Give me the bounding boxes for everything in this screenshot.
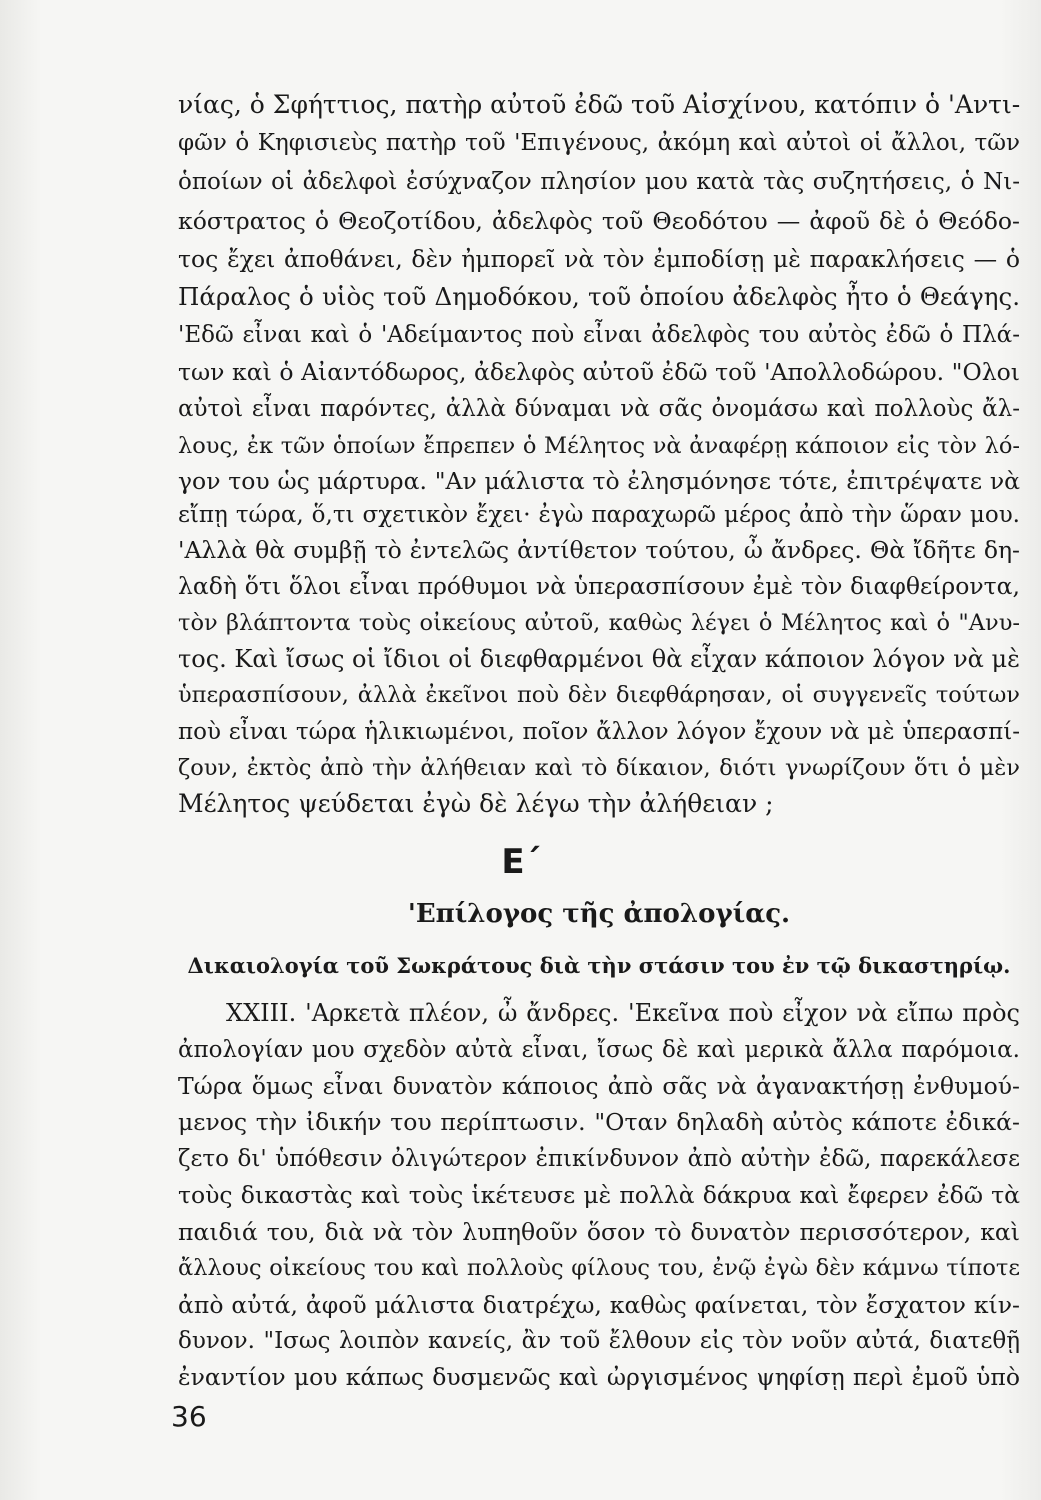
text-line: τος ἔχει ἀποθάνει, δὲν ἠμπορεῖ νὰ τὸν ἐμποδίσῃ μὲ παρακλήσεις — ὁ: [178, 245, 1020, 273]
text-line: XXIII. 'Αρκετὰ πλέον, ὦ ἄνδρες. 'Εκεῖνα ποὺ εἶχον νὰ εἴπω πρὸς: [226, 999, 1020, 1027]
text-line: τος. Καὶ ἴσως οἱ ἴδιοι οἱ διεφθαρμένοι θὰ εἶχαν κάποιον λόγον νὰ μὲ: [178, 645, 1020, 673]
page-number: 36: [171, 1400, 207, 1433]
section-heading: 'Επίλογος τῆς ἀπολογίας.: [407, 899, 791, 929]
text-line: ἐναντίον μου κάπως δυσμενῶς καὶ ὠργισμένος ψηφίσῃ περὶ ἐμοῦ ὑπὸ: [178, 1363, 1020, 1391]
text-line: 'Εδῶ εἶναι καὶ ὁ 'Αδείμαντος ποὺ εἶναι ἀδελφὸς του αὐτὸς ἐδῶ ὁ Πλά-: [178, 322, 1020, 348]
text-line: ἄλλους οἰκείους του καὶ πολλοὺς φίλους του, ἐνῷ ἐγὼ δὲν κάμνω τίποτε: [178, 1255, 1020, 1281]
text-line: 'Αλλὰ θὰ συμβῇ τὸ ἐντελῶς ἀντίθετον τούτου, ὦ ἄνδρες. Θὰ ἴδῆτε δη-: [178, 536, 1020, 564]
text-line: αὐτοὶ εἶναι παρόντες, ἀλλὰ δύναμαι νὰ σᾶς ὀνομάσω καὶ πολλοὺς ἄλ-: [178, 396, 1020, 422]
text-line: Μέλητος ψεύδεται ἐγὼ δὲ λέγω τὴν ἀλήθειαν ;: [178, 789, 774, 818]
chapter-letter: Ε΄: [501, 842, 540, 882]
text-line: γον του ὡς μάρτυρα. "Αν μάλιστα τὸ ἐλησμόνησε τότε, ἐπιτρέψατε νὰ: [178, 467, 1020, 495]
text-line: Τώρα ὅμως εἶναι δυνατὸν κάποιος ἀπὸ σᾶς νὰ ἀγανακτήσῃ ἐνθυμού-: [178, 1072, 1020, 1100]
text-line: λαδὴ ὅτι ὅλοι εἶναι πρόθυμοι νὰ ὑπερασπίσουν ἐμὲ τὸν διαφθείροντα,: [178, 572, 1020, 600]
text-line: ἀπολογίαν μου σχεδὸν αὐτὰ εἶναι, ἴσως δὲ καὶ μερικὰ ἄλλα παρόμοια.: [178, 1037, 1020, 1063]
text-line: ποὺ εἶναι τώρα ἡλικιωμένοι, ποῖον ἄλλον λόγον ἔχουν νὰ μὲ ὑπερασπί-: [178, 719, 1020, 745]
text-line: δυνον. "Ισως λοιπὸν κανείς, ἂν τοῦ ἔλθουν εἰς τὸν νοῦν αὐτά, διατεθῇ: [178, 1328, 1020, 1354]
text-line: λους, ἐκ τῶν ὁποίων ἔπρεπεν ὁ Μέλητος νὰ ἀναφέρῃ κάποιον εἰς τὸν λό-: [178, 433, 1020, 459]
text-line: τοὺς δικαστὰς καὶ τοὺς ἱκέτευσε μὲ πολλὰ δάκρυα καὶ ἔφερεν ἐδῶ τὰ: [178, 1181, 1020, 1209]
text-line: Πάραλος ὁ υἱὸς τοῦ Δημοδόκου, τοῦ ὁποίου ἀδελφὸς ἦτο ὁ Θεάγης.: [178, 282, 1020, 311]
text-line: τὸν βλάπτοντα τοὺς οἰκείους αὐτοῦ, καθὼς λέγει ὁ Μέλητος καὶ ὁ "Ανυ-: [178, 610, 1020, 636]
text-line: φῶν ὁ Κηφισιεὺς πατὴρ τοῦ 'Επιγένους, ἀκόμη καὶ αὐτοὶ οἱ ἄλλοι, τῶν: [178, 130, 1020, 156]
text-line: ζετο δι' ὑπόθεσιν ὀλιγώτερον ἐπικίνδυνον ἀπὸ αὐτὴν ἐδῶ, παρεκάλεσε: [178, 1146, 1020, 1172]
text-line: ἀπὸ αὐτά, ἀφοῦ μάλιστα διατρέχω, καθὼς φαίνεται, τὸν ἔσχατον κίν-: [178, 1291, 1020, 1319]
text-line: νίας, ὁ Σφήττιος, πατὴρ αὐτοῦ ἐδῶ τοῦ Αἰσχίνου, κατόπιν ὁ 'Αντι-: [178, 90, 1021, 119]
text-line: κόστρατος ὁ Θεοζοτίδου, ἀδελφὸς τοῦ Θεοδότου — ἀφοῦ δὲ ὁ Θεόδο-: [178, 207, 1020, 235]
text-line: εἴπῃ τώρα, ὅ,τι σχετικὸν ἔχει· ἐγὼ παραχωρῶ μέρος ἀπὸ τὴν ὥραν μου.: [178, 502, 1020, 528]
text-line: ὁποίων οἱ ἀδελφοὶ ἐσύχναζον πλησίον μου κατὰ τὰς συζητήσεις, ὁ Νι-: [178, 169, 1020, 195]
text-line: ζουν, ἐκτὸς ἀπὸ τὴν ἀλήθειαν καὶ τὸ δίκαιον, διότι γνωρίζουν ὅτι ὁ μὲν: [178, 755, 1020, 781]
text-line: μενος τὴν ἰδικήν του περίπτωσιν. "Οταν δηλαδὴ αὐτὸς κάποτε ἐδικά-: [178, 1108, 1020, 1136]
text-line: των καὶ ὁ Αἰαντόδωρος, ἀδελφὸς αὐτοῦ ἐδῶ τοῦ 'Απολλοδώρου. "Ολοι: [178, 358, 1020, 386]
text-line: ὑπερασπίσουν, ἀλλὰ ἐκεῖνοι ποὺ δὲν διεφθάρησαν, οἱ συγγενεῖς τούτων: [178, 682, 1020, 708]
section-subheading: Δικαιολογία τοῦ Σωκράτους διὰ τὴν στάσιν του ἐν τῷ δικαστηρίῳ.: [187, 953, 1011, 978]
text-line: παιδιά του, διὰ νὰ τὸν λυπηθοῦν ὅσον τὸ δυνατὸν περισσότερον, καὶ: [178, 1218, 1020, 1246]
